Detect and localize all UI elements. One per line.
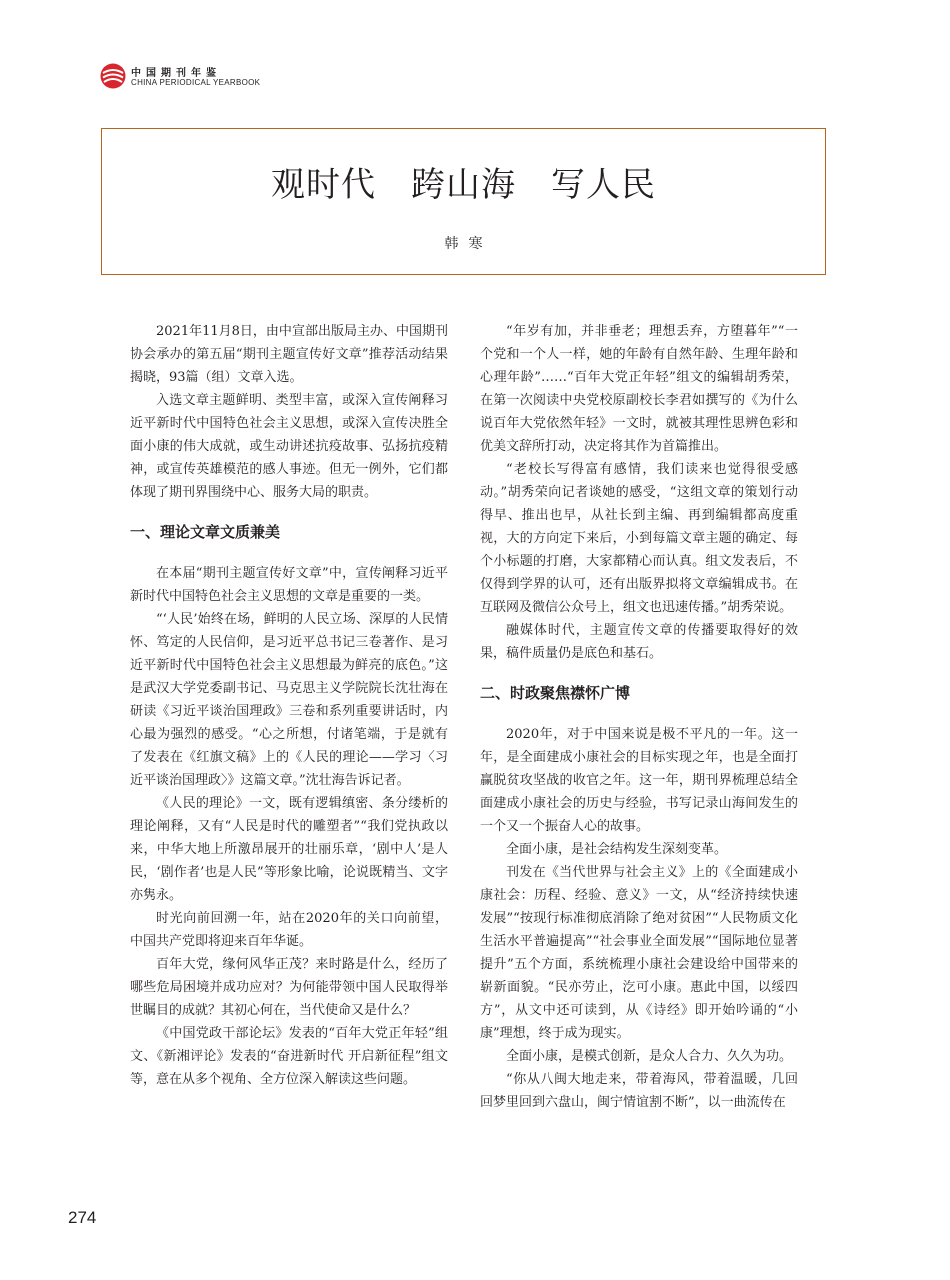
paragraph: 入选文章主题鲜明、类型丰富，或深入宣传阐释习近平新时代中国特色社会主义思想，或深入宣传决胜全面小康的伟大成就，或生动讲述抗疫故事、弘扬抗疫精神，或宣传英雄模范的感人事迹。但无一例外，它们都体现了期刊界围绕中心、服务大局的职责。 (130, 393, 448, 500)
article-title: 观时代 跨山海 写人民 (271, 165, 656, 205)
paragraph: 时光向前回溯一年，站在2020年的关口向前望，中国共产党即将迎来百年华诞。 (130, 911, 448, 949)
section-heading: 一、理论文章文质兼美 (130, 523, 281, 541)
paragraph: 2021年11月8日，由中宣部出版局主办、中国期刊协会承办的第五届“期刊主题宣传好文章”推荐活动结果揭晓，93篇（组）文章入选。 (130, 324, 448, 385)
paragraph: “年岁有加，并非垂老；理想丢弃，方堕暮年”“一个党和一个人一样，她的年龄有自然年龄、生理年龄和心理年龄”……“百年大党正年轻”组文的编辑胡秀荣，在第一次阅读中央党校原副校长李君如撰写的《为什么说百年大党依然年轻》一文时，就被其理性思辨色彩和优美文辞所打动，决定将其作为首篇推出。 (480, 324, 798, 454)
paragraph: 全面小康，是模式创新，是众人合力、久久为功。 (506, 1049, 793, 1064)
paragraph: 《人民的理论》一文，既有逻辑缜密、条分缕析的理论阐释，又有“人民是时代的雕塑者”“我们党执政以来，中华大地上所激昂展开的壮丽乐章，‘剧中人’是人民，‘剧作者’也是人民”等形象比喻，论说既精当、文字亦隽永。 (130, 796, 448, 903)
paragraph: 全面小康，是社会结构发生深刻变革。 (506, 842, 728, 857)
brand-name-english: CHINA PERIODICAL YEARBOOK (131, 78, 261, 87)
paragraph: 2020年，对于中国来说是极不平凡的一年。这一年，是全面建成小康社会的目标实现之年，也是全面打赢脱贫攻坚战的收官之年。这一年，期刊界梳理总结全面建成小康社会的历史与经验，书写记录山海间发生的一个又一个振奋人心的故事。 (480, 727, 798, 834)
paragraph: 刊发在《当代世界与社会主义》上的《全面建成小康社会：历程、经验、意义》一文，从“经济持续快速发展”“按现行标准彻底消除了绝对贫困”“人民物质文化生活水平普遍提高”“社会事业全面发展”“国际地位显著提升”五个方面，系统梳理小康社会建设给中国带来的崭新面貌。“民亦劳止，汔可小康。惠此中国，以绥四方”，从文中还可读到，从《诗经》即开始吟诵的“小康”理想，终于成为现实。 (480, 865, 798, 1041)
title-box (101, 128, 826, 275)
paragraph: 在本届“期刊主题宣传好文章”中，宣传阐释习近平新时代中国特色社会主义思想的文章是重要的一类。 (130, 566, 448, 604)
paragraph: “你从八闽大地走来，带着海风，带着温暖，几回回梦里回到六盘山，闽宁情谊割不断”，以一曲流传在 (480, 1072, 798, 1110)
brand-name-chinese: 中国期刊年鉴 (131, 68, 221, 79)
paragraph: 《中国党政干部论坛》发表的“百年大党正年轻”组文、《新湘评论》发表的“奋进新时代 开启新征程”组文等，意在从多个视角、全方位深入解读这些问题。 (130, 1026, 448, 1087)
article-author: 韩寒 (444, 236, 493, 252)
paragraph: “‘人民’始终在场，鲜明的人民立场、深厚的人民情怀、笃定的人民信仰，是习近平总书记三卷著作、是习近平新时代中国特色社会主义思想最为鲜亮的底色。”这是武汉大学党委副书记、马克思主义学院院长沈壮海在研读《习近平谈治国理政》三卷和系列重要讲话时，内心最为强烈的感受。“心之所想，付诸笔端，于是就有了发表在《红旗文稿》上的《人民的理论——学习〈习近平谈治国理政〉》这篇文章。”沈壮海告诉记者。 (130, 612, 448, 788)
page-number: 274 (68, 1208, 97, 1227)
paragraph: “老校长写得富有感情，我们读来也觉得很受感动。”胡秀荣向记者谈她的感受，“这组文章的策划行动得早、推出也早，从社长到主编、再到编辑都高度重视，大的方向定下来后，小到每篇文章主题的确定、每个小标题的打磨，大家都精心而认真。组文发表后，不仅得到学界的认可，还有出版界拟将文章编辑成书。在互联网及微信公众号上，组文也迅速传播。”胡秀荣说。 (480, 462, 798, 615)
left-column (130, 320, 448, 1091)
right-column (480, 320, 798, 1114)
paragraph: 融媒体时代，主题宣传文章的传播要取得好的效果，稿件质量仍是底色和基石。 (480, 623, 798, 661)
china-periodical-yearbook-logo-icon (100, 63, 126, 89)
section-heading: 二、时政聚焦襟怀广博 (480, 684, 631, 702)
paragraph: 百年大党，缘何风华正茂？来时路是什么，经历了哪些危局困境并成功应对？为何能带领中国人民取得举世瞩目的成就？其初心何在，当代使命又是什么？ (130, 957, 448, 1018)
